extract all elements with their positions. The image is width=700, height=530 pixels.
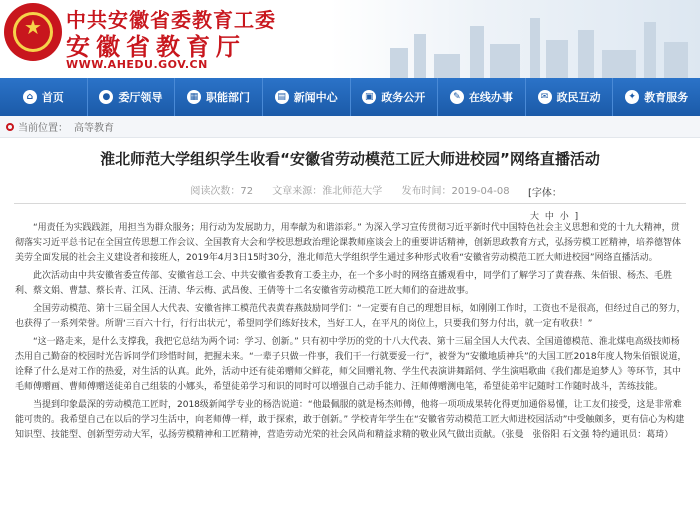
nav-item-label: 教育服务 (644, 91, 689, 104)
breadcrumb-link-higher-education[interactable]: 高等教育 (74, 123, 114, 134)
nav-item-label: 职能部门 (206, 91, 251, 104)
article-source: 文章来源：淮北师范大学 (272, 186, 383, 197)
nav-item-leaders[interactable] (88, 78, 176, 116)
article-paragraph: 全国劳动模范、第十三届全国人大代表、安徽省摔工模范代表黄春燕鼓励同学们：“一定要有自己的理想目标，如刚刚工作时，工资也不是很高，但经过自己的努力，也获得了一系列荣誉。所谓‘三百六十行，行行出状元’，希望同学们练好技术，当好工人，在平凡的岗位上，只要我们努力付出，就一定有收获！” (15, 304, 686, 329)
view-count: 阅读次数：72 (190, 186, 254, 197)
chat-icon: ✉ (538, 90, 552, 104)
font-size-small-button[interactable]: 小 (559, 212, 569, 222)
nav-item-news[interactable] (263, 78, 351, 116)
party-emblem-logo[interactable]: ★ (4, 3, 62, 61)
nav-item-online-service[interactable] (438, 78, 526, 116)
article-body (15, 221, 687, 446)
article-title: 淮北师范大学组织学生收看“安徽省劳动模范工匠大师进校园”网络直播活动 (100, 150, 600, 168)
article-paragraph: “用责任为实践践涯，用担当为群众服务；用行动为发展助力，用奉献为和谐添彩。” 为深入学习宣传贯彻习近平新时代中国特色社会主义思想和党的十九大精神，贯彻落实习近平总书记在全国宣传思想工作会议、全国教育大会和学校思想政治理论课教师座谈会上的重要讲话精神，创新思政教育方式，弘扬劳模工匠精神，培养德智体美劳全面发展的社会主义建设者和接班人，2019年4月3日15时30分，淮北师范大学组织学生通过多种形式收看“安徽省劳动模范工匠大师进校园”网络直播活动。 (15, 223, 682, 263)
site-title-line1: 中共安徽省委教育工委 (66, 8, 276, 32)
article-paragraph: 当提到印象最深的劳动模范工匠时，2018级新闻学专业的杨浩说道：“他最佩服的就是杨杰师傅，他将一项项成果转化得更加通俗易懂，让工友们接受，这是非常难能可贵的。我希望自己在以后的学习生活中，向老师傅一样，敢于探索，敢于创新。” 学校青年学生在“安徽省劳动模范工匠大师进校园活动”中受触颇多，更有信心为构建知识型、技能型、创新型劳动大军，弘扬劳模精神和工匠精神，营造劳动光荣的社会风尚和精益求精的敬业风气做出贡献。（张曼 张俗阳 石文强 特约通讯员：葛琦） (15, 400, 685, 440)
nav-item-label: 在线办事 (468, 91, 513, 104)
education-icon: ✦ (625, 90, 639, 104)
nav-item-home[interactable] (0, 78, 88, 116)
home-icon: ⌂ (23, 90, 37, 104)
news-icon: ▤ (275, 90, 289, 104)
nav-item-public-affairs[interactable] (351, 78, 439, 116)
main-nav (0, 78, 700, 116)
service-icon: ✎ (450, 90, 464, 104)
font-size-medium-button[interactable]: 中 (544, 212, 554, 222)
breadcrumb-label: 当前位置： (18, 123, 68, 134)
header-skyline-banner (330, 0, 700, 78)
nav-item-label: 委厅领导 (118, 91, 163, 104)
location-icon (6, 123, 14, 131)
site-url: WWW.AHEDU.GOV.CN (66, 58, 208, 71)
title-divider (14, 203, 686, 204)
document-icon: ▣ (362, 90, 376, 104)
article-meta (0, 182, 700, 202)
nav-item-label: 首页 (41, 91, 64, 104)
breadcrumb (0, 116, 700, 138)
nav-item-label: 新闻中心 (293, 91, 338, 104)
nav-item-departments[interactable] (175, 78, 263, 116)
nav-item-education-service[interactable] (613, 78, 700, 116)
nav-item-label: 政民互动 (556, 91, 601, 104)
nav-item-label: 政务公开 (381, 91, 426, 104)
font-size-label: [字体： (528, 188, 562, 199)
building-icon: ▦ (187, 90, 201, 104)
nav-item-interaction[interactable] (526, 78, 614, 116)
font-size-close-bracket: ] (574, 212, 579, 222)
article-paragraph: 此次活动由中共安徽省委宣传部、安徽省总工会、中共安徽省委教育工委主办，在一个多小时的网络直播观看中，同学们了解学习了黄春燕、朱佰银、杨杰、毛胜利、蔡文娟、曹慧、蔡长青、江风、汪清、华云梅、武昌俊、王倩等十二名安徽省劳动模范工匠大师们的奋进故事。 (15, 271, 673, 296)
publish-date: 发布时间：2019-04-08 (401, 186, 510, 197)
site-header (0, 0, 700, 78)
font-size-large-button[interactable]: 大 (530, 212, 540, 222)
person-icon: ● (99, 90, 113, 104)
site-title-line2: 安徽省教育厅 (66, 32, 246, 61)
article-paragraph: “这一路走来，是什么支撑我，我把它总结为两个词：学习、创新。” 只有初中学历的党的十八大代表、第十三届全国人大代表、全国道德模范、淮北煤电高级技师杨杰用自己勤奋的校园时光告诉同学们珍惜时间，把握未来。“一辈子只做一件事，我们干一行就要爱一行”，被誉为“安徽地质神兵”的大国工匠2018年度人物朱佰银说道，诠释了什么是对工作的热爱，对生活的认真。此外，活动中还有徒弟赠师父鲜花，师父回赠礼物、学生代表演讲舞蹈伺、学生演唱歌曲《我们都是追梦人》等环节，其中毛师傅赠画、曹师傅赠送徒弟自己组装的小娜头，希望徒弟学习和识的同时可以增强自己动手能力、汪师傅赠测电笔，希望徒弟牢记随时工作随时战斗，苦练技能。 (15, 337, 687, 392)
